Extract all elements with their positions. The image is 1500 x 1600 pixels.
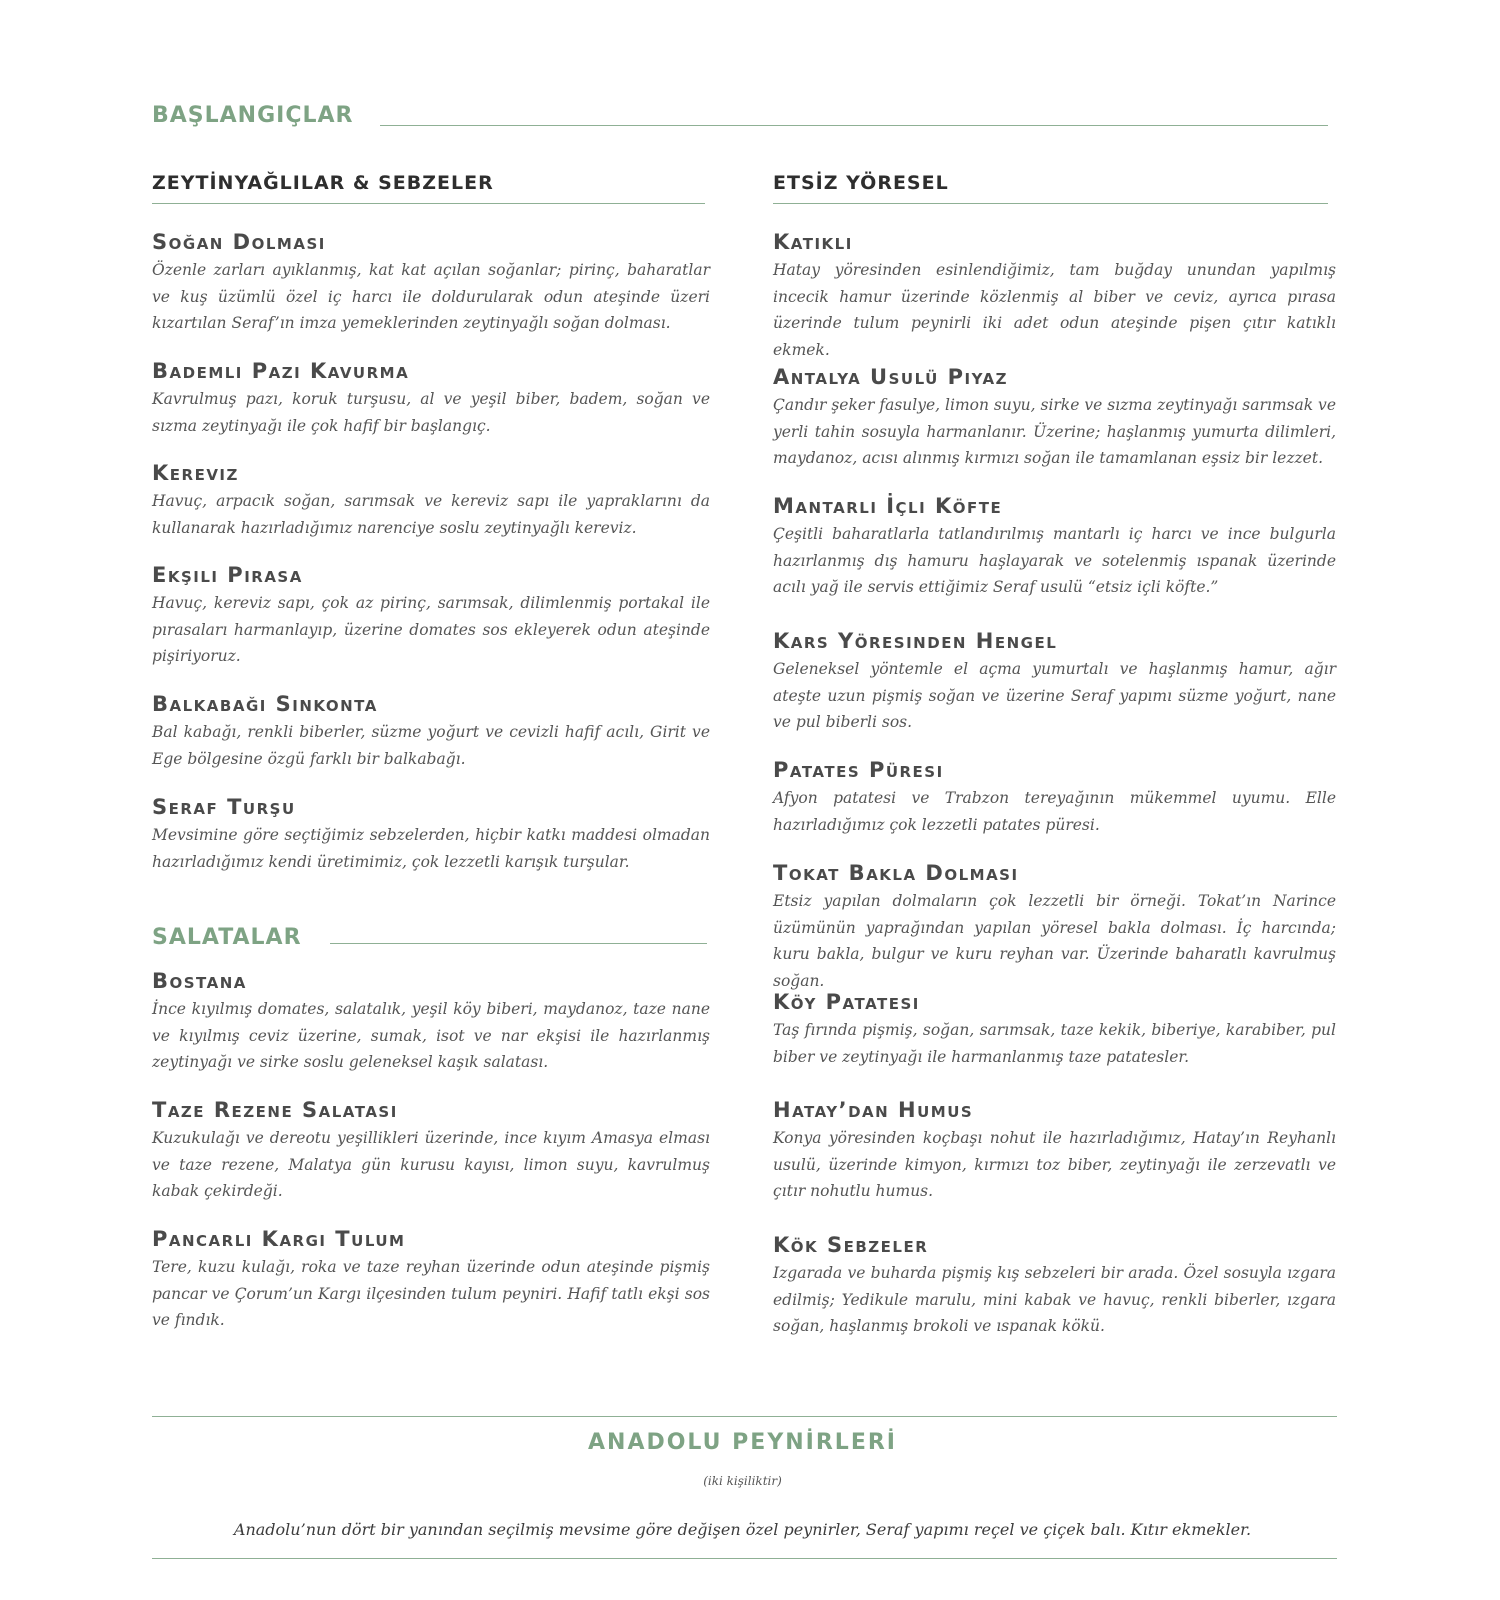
menu-item [773, 365, 1336, 472]
item-name: Soğan Dolması [152, 230, 326, 254]
item-name: Seraf Turşu [152, 795, 296, 819]
menu-item [152, 1227, 710, 1334]
item-name: Bademli Pazı Kavurma [152, 359, 410, 383]
item-desc: Tere, kuzu kulağı, roka ve taze reyhan üzerinde odun ateşinde pişmiş pancar ve Çorum’un Kargı ilçesinden tulum peyniri. Hafif tatlı ekşi sos ve fındık. [152, 1258, 710, 1329]
menu-item [773, 861, 1336, 994]
item-name: Hatay’dan Humus [773, 1098, 974, 1122]
item-desc: Kuzukulağı ve dereotu yeşillikleri üzerinde, ince kıyım Amasya elması ve taze rezene, Malatya gün kurusu kayısı, limon suyu, kavrulmuş kabak çekirdeği. [152, 1129, 710, 1200]
item-desc: Izgarada ve buharda pişmiş kış sebzeleri bir arada. Özel sosuyla ızgara edilmiş; Yedikule marulu, mini kabak ve havuç, renkli biberler, ızgara soğan, haşlanmış brokoli ve ıspanak kökü. [773, 1264, 1336, 1335]
item-name: Bostana [152, 969, 247, 993]
menu-item [152, 969, 710, 1076]
footer-top-rule [152, 1416, 1337, 1417]
baslangiclar-rule [380, 125, 1328, 126]
item-name: Ekşili Pırasa [152, 563, 303, 587]
item-name: Mantarlı İçli Köfte [773, 494, 1003, 518]
item-desc: Taş fırında pişmiş, soğan, sarımsak, taze kekik, biberiye, karabiber, pul biber ve zeytinyağı ile harmanlanmış taze patatesler. [773, 1021, 1336, 1066]
item-desc: Bal kabağı, renkli biberler, süzme yoğurt ve cevizli hafif acılı, Girit ve Ege bölgesine özgü farklı bir balkabağı. [152, 723, 710, 768]
salatalar-title: SALATALAR [152, 926, 316, 950]
item-desc: Geleneksel yöntemle el açma yumurtalı ve haşlanmış hamur, ağır ateşte uzun pişmiş soğan ve üzerine Seraf yapımı süzme yoğurt, nane ve pul biberli sos. [773, 660, 1336, 731]
zeytinyaglilar-heading: ZEYTİNYAĞLILAR & SEBZELER [152, 172, 494, 194]
menu-item [773, 758, 1336, 838]
item-desc: Özenle zarları ayıklanmış, kat kat açılan soğanlar; pirinç, baharatlar ve kuş üzümlü özel iç harcı ile doldurularak odun ateşinde üzeri kızartılan Seraf’ın imza yemeklerinden zeytinyağlı soğan dolması. [152, 261, 710, 332]
baslangiclar-title: BAŞLANGIÇLAR [152, 104, 367, 128]
item-desc: Çeşitli baharatlarla tatlandırılmış mantarlı iç harcı ve ince bulgurla hazırlanmış dış hamuru haşlayarak ve sotelenmiş ıspanak üzerinde acılı yağ ile servis ettiğimiz Seraf usulü “etsiz içli köfte.” [773, 525, 1336, 596]
anadolu-peynirleri-title: ANADOLU PEYNİRLERİ [588, 1430, 897, 1455]
item-name: Taze Rezene Salatası [152, 1098, 398, 1122]
menu-item [152, 563, 710, 670]
item-name: Kars Yöresinden Hengel [773, 629, 1058, 653]
item-desc: Çandır şeker fasulye, limon suyu, sirke ve sızma zeytinyağı sarımsak ve yerli tahin sosuyla harmanlanır. Üzerine; haşlanmış yumurta dilimleri, maydanoz, acısı alınmış kırmızı soğan ile tamamlanan eşsiz bir lezzet. [773, 396, 1336, 467]
item-name: Köy Patatesi [773, 990, 920, 1014]
footer-description: Anadolu’nun dört bir yanından seçilmiş mevsime göre değişen özel peynirler, Seraf yapımı reçel ve çiçek balı. Kıtır ekmekler. [233, 1520, 1252, 1539]
item-name: Katıklı [773, 230, 853, 254]
menu-item [773, 629, 1336, 736]
salatalar-rule [330, 943, 707, 944]
item-name: Antalya Usulü Piyaz [773, 365, 1008, 389]
item-desc: Hatay yöresinden esinlendiğimiz, tam buğday unundan yapılmış incecik hamur üzerinde közlenmiş al biber ve ceviz, ayrıca pırasa üzerinde tulum peynirli iki adet odun ateşinde pişen çıtır katıklı ekmek. [773, 261, 1336, 359]
menu-item [152, 230, 710, 337]
item-name: Tokat Bakla Dolması [773, 861, 1019, 885]
item-desc: Havuç, arpacık soğan, sarımsak ve kereviz sapı ile yapraklarını da kullanarak hazırladığımız narenciye soslu zeytinyağlı kereviz. [152, 492, 710, 537]
menu-item [152, 359, 710, 439]
zeytinyaglilar-rule [152, 203, 705, 204]
item-name: Kereviz [152, 461, 239, 485]
item-desc: İnce kıyılmış domates, salatalık, yeşil köy biberi, maydanoz, taze nane ve kıyılmış ceviz üzerine, sumak, isot ve nar ekşisi ile hazırlanmış zeytinyağı ve sirke soslu geleneksel kaşık salatası. [152, 1000, 710, 1071]
etsiz-yoresel-rule [773, 203, 1328, 204]
item-name: Kök Sebzeler [773, 1233, 929, 1257]
item-desc: Konya yöresinden koçbaşı nohut ile hazırladığımız, Hatay’ın Reyhanlı usulü, üzerinde kimyon, kırmızı toz biber, zeytinyağı ile zerzevatlı ve çıtır nohutlu humus. [773, 1129, 1336, 1200]
item-desc: Kavrulmuş pazı, koruk turşusu, al ve yeşil biber, badem, soğan ve sızma zeytinyağı ile çok hafif bir başlangıç. [152, 390, 710, 435]
menu-item [773, 990, 1336, 1070]
item-name: Pancarlı Kargı Tulum [152, 1227, 406, 1251]
menu-item [152, 795, 710, 875]
etsiz-yoresel-heading: ETSİZ YÖRESEL [773, 172, 949, 194]
footer-bottom-rule [152, 1558, 1337, 1559]
menu-item [773, 1098, 1336, 1205]
item-desc: Afyon patatesi ve Trabzon tereyağının mükemmel uyumu. Elle hazırladığımız çok lezzetli patates püresi. [773, 789, 1336, 834]
item-desc: Etsiz yapılan dolmaların çok lezzetli bir örneği. Tokat’ın Narince üzümünün yaprağından yapılan yöresel bakla dolması. İç harcında; kuru bakla, bulgur ve kuru reyhan var. Üzerinde baharatlı kavrulmuş soğan. [773, 892, 1336, 990]
serving-note: (iki kişiliktir) [703, 1474, 782, 1488]
menu-item [152, 461, 710, 541]
item-desc: Havuç, kereviz sapı, çok az pirinç, sarımsak, dilimlenmiş portakal ile pırasaları harmanlayıp, üzerine domates sos ekleyerek odun ateşinde pişiriyoruz. [152, 594, 710, 665]
item-name: Balkabağı Sinkonta [152, 692, 378, 716]
item-desc: Mevsimine göre seçtiğimiz sebzelerden, hiçbir katkı maddesi olmadan hazırladığımız kendi üretimimiz, çok lezzetli karışık turşular. [152, 826, 710, 871]
menu-item [773, 494, 1336, 601]
menu-item [152, 692, 710, 772]
menu-item [773, 230, 1336, 363]
item-name: Patates Püresi [773, 758, 944, 782]
menu-item [773, 1233, 1336, 1340]
menu-item [152, 1098, 710, 1205]
